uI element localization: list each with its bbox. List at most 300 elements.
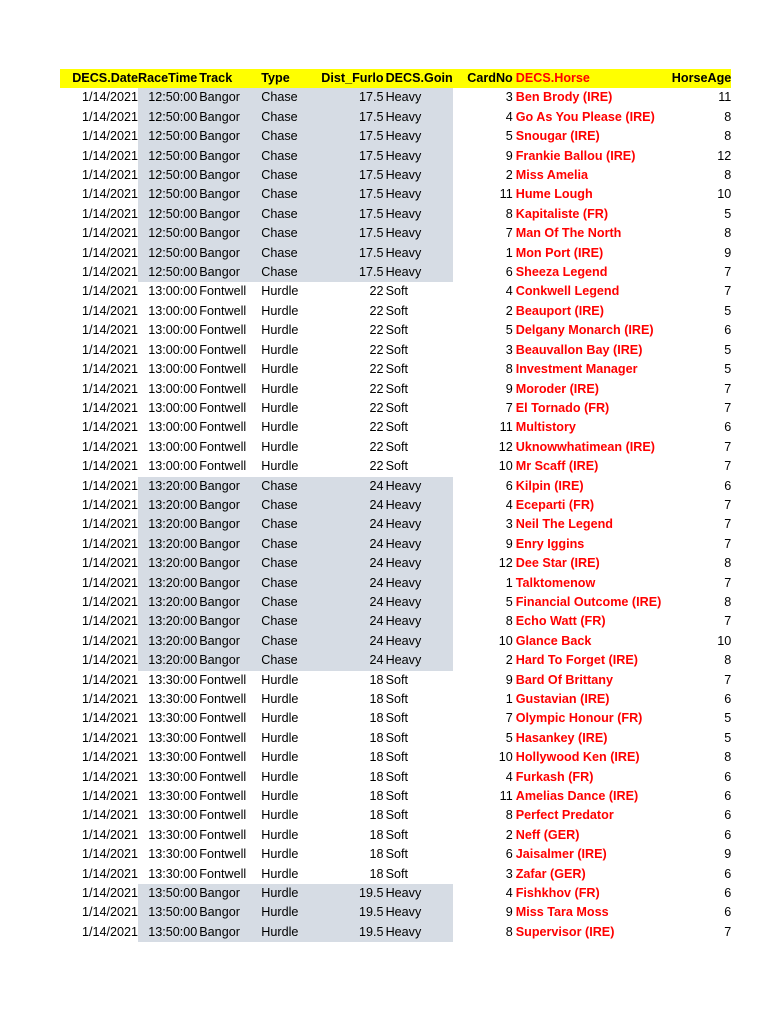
cell-racetime[interactable]: 13:50:00	[138, 884, 197, 903]
cell-distance[interactable]: 24	[321, 651, 383, 670]
cell-track[interactable]: Bangor	[197, 593, 261, 612]
cell-track[interactable]: Fontwell	[199, 342, 247, 357]
cell-horse[interactable]: Talktomenow	[515, 575, 596, 590]
cell-track[interactable]: Fontwell	[199, 439, 247, 454]
cell-card-no[interactable]: 8	[505, 614, 513, 629]
cell-track[interactable]: Bangor	[197, 263, 261, 282]
cell-date[interactable]: 1/14/2021	[81, 789, 138, 804]
cell-date[interactable]: 1/14/2021	[81, 633, 138, 648]
cell-racetime[interactable]: 13:30:00	[148, 750, 198, 765]
cell-horse[interactable]: Mon Port (IRE)	[515, 245, 604, 260]
cell-going[interactable]: Heavy	[384, 205, 453, 224]
cell-card-no[interactable]: 7	[505, 400, 513, 415]
cell-horse-age[interactable]: 6	[724, 905, 732, 920]
cell-track[interactable]: Bangor	[197, 651, 261, 670]
cell-going[interactable]: Heavy	[384, 903, 453, 922]
cell-type[interactable]: Chase	[261, 574, 321, 593]
cell-track[interactable]: Bangor	[197, 884, 261, 903]
cell-going[interactable]: Heavy	[384, 632, 453, 651]
cell-track[interactable]: Bangor	[197, 612, 261, 631]
cell-horse[interactable]: Echo Watt (FR)	[515, 614, 606, 629]
cell-going[interactable]: Soft	[385, 866, 408, 881]
cell-horse-age[interactable]: 7	[724, 575, 732, 590]
cell-card-no[interactable]: 4	[505, 769, 513, 784]
cell-going[interactable]: Heavy	[384, 185, 453, 204]
cell-track[interactable]: Bangor	[197, 903, 261, 922]
cell-type[interactable]: Hurdle	[261, 362, 299, 377]
cell-horse-age[interactable]: 8	[724, 129, 732, 144]
cell-horse-age[interactable]: 5	[724, 711, 732, 726]
cell-distance[interactable]: 22	[369, 420, 384, 435]
cell-racetime[interactable]: 13:30:00	[148, 769, 198, 784]
cell-date[interactable]: 1/14/2021	[81, 187, 138, 202]
cell-type[interactable]: Chase	[261, 127, 321, 146]
cell-racetime[interactable]: 12:50:00	[138, 147, 197, 166]
cell-horse[interactable]: Supervisor (IRE)	[515, 924, 615, 939]
cell-date[interactable]: 1/14/2021	[81, 847, 138, 862]
cell-distance[interactable]: 18	[369, 769, 384, 784]
cell-horse[interactable]: Fishkhov (FR)	[515, 886, 600, 901]
cell-card-no[interactable]: 9	[505, 381, 513, 396]
cell-date[interactable]: 1/14/2021	[81, 90, 138, 105]
cell-racetime[interactable]: 13:20:00	[138, 612, 197, 631]
cell-going[interactable]: Soft	[385, 827, 408, 842]
cell-card-no[interactable]: 11	[499, 187, 513, 202]
cell-card-no[interactable]: 5	[505, 323, 513, 338]
cell-going[interactable]: Heavy	[384, 88, 453, 107]
cell-racetime[interactable]: 13:30:00	[148, 672, 198, 687]
cell-distance[interactable]: 24	[321, 554, 383, 573]
cell-track[interactable]: Fontwell	[199, 808, 247, 823]
cell-racetime[interactable]: 13:00:00	[148, 400, 198, 415]
cell-going[interactable]: Heavy	[384, 477, 453, 496]
cell-racetime[interactable]: 13:20:00	[138, 593, 197, 612]
cell-type[interactable]: Chase	[261, 515, 321, 534]
cell-card-no[interactable]: 8	[505, 924, 513, 939]
cell-racetime[interactable]: 13:20:00	[138, 651, 197, 670]
cell-track[interactable]: Bangor	[197, 185, 261, 204]
cell-type[interactable]: Chase	[261, 477, 321, 496]
cell-date[interactable]: 1/14/2021	[81, 226, 138, 241]
cell-date[interactable]: 1/14/2021	[81, 594, 138, 609]
cell-type[interactable]: Hurdle	[261, 439, 299, 454]
cell-going[interactable]: Heavy	[384, 651, 453, 670]
cell-going[interactable]: Heavy	[384, 535, 453, 554]
cell-distance[interactable]: 18	[369, 672, 384, 687]
cell-horse[interactable]: Financial Outcome (IRE)	[515, 594, 662, 609]
cell-card-no[interactable]: 1	[505, 575, 513, 590]
cell-track[interactable]: Bangor	[197, 147, 261, 166]
header-horse[interactable]: DECS.Horse	[513, 69, 662, 88]
cell-track[interactable]: Fontwell	[199, 692, 247, 706]
cell-racetime[interactable]: 13:50:00	[138, 903, 197, 922]
cell-card-no[interactable]: 3	[505, 866, 513, 881]
cell-horse[interactable]: El Tornado (FR)	[515, 400, 610, 415]
cell-distance[interactable]: 24	[321, 612, 383, 631]
cell-date[interactable]: 1/14/2021	[81, 362, 138, 377]
cell-track[interactable]: Fontwell	[199, 827, 247, 842]
cell-track[interactable]: Fontwell	[199, 459, 247, 474]
cell-horse[interactable]: Miss Amelia	[515, 168, 589, 183]
cell-distance[interactable]: 24	[321, 574, 383, 593]
cell-date[interactable]: 1/14/2021	[81, 459, 138, 474]
cell-card-no[interactable]: 5	[505, 594, 513, 609]
cell-going[interactable]: Soft	[385, 847, 408, 862]
cell-date[interactable]: 1/14/2021	[81, 556, 138, 571]
cell-distance[interactable]: 19.5	[321, 923, 383, 942]
cell-going[interactable]: Heavy	[384, 496, 453, 515]
cell-track[interactable]: Fontwell	[199, 847, 247, 862]
cell-going[interactable]: Soft	[385, 750, 408, 765]
cell-going[interactable]: Soft	[385, 439, 408, 454]
cell-date[interactable]: 1/14/2021	[81, 692, 138, 706]
cell-racetime[interactable]: 13:20:00	[138, 554, 197, 573]
cell-type[interactable]: Chase	[261, 612, 321, 631]
cell-track[interactable]: Bangor	[197, 574, 261, 593]
cell-distance[interactable]: 18	[369, 808, 384, 823]
cell-card-no[interactable]: 8	[505, 362, 513, 377]
cell-date[interactable]: 1/14/2021	[81, 866, 138, 881]
cell-card-no[interactable]: 6	[505, 265, 513, 280]
cell-distance[interactable]: 17.5	[321, 147, 383, 166]
cell-racetime[interactable]: 13:00:00	[148, 381, 198, 396]
cell-track[interactable]: Fontwell	[199, 323, 247, 338]
cell-racetime[interactable]: 12:50:00	[138, 244, 197, 263]
cell-distance[interactable]: 18	[369, 711, 384, 726]
cell-horse[interactable]: Beauvallon Bay (IRE)	[515, 342, 643, 357]
cell-distance[interactable]: 17.5	[321, 108, 383, 127]
cell-horse-age[interactable]: 9	[724, 245, 732, 260]
cell-track[interactable]: Bangor	[197, 554, 261, 573]
cell-racetime[interactable]: 13:50:00	[138, 923, 197, 942]
cell-going[interactable]: Soft	[385, 692, 408, 706]
cell-track[interactable]: Bangor	[197, 127, 261, 146]
cell-card-no[interactable]: 8	[505, 206, 513, 221]
cell-type[interactable]: Chase	[261, 263, 321, 282]
cell-date[interactable]: 1/14/2021	[81, 517, 138, 532]
cell-horse-age[interactable]: 6	[724, 827, 732, 842]
cell-going[interactable]: Soft	[385, 808, 408, 823]
cell-type[interactable]: Chase	[261, 147, 321, 166]
cell-distance[interactable]: 17.5	[321, 127, 383, 146]
cell-date[interactable]: 1/14/2021	[81, 808, 138, 823]
cell-track[interactable]: Bangor	[197, 632, 261, 651]
cell-card-no[interactable]: 12	[498, 439, 513, 454]
cell-horse[interactable]: Miss Tara Moss	[515, 905, 609, 920]
cell-card-no[interactable]: 9	[505, 905, 513, 920]
cell-type[interactable]: Chase	[261, 535, 321, 554]
cell-type[interactable]: Chase	[261, 224, 321, 243]
cell-track[interactable]: Fontwell	[199, 866, 247, 881]
cell-horse-age[interactable]: 5	[724, 362, 732, 377]
cell-type[interactable]: Hurdle	[261, 323, 299, 338]
cell-distance[interactable]: 18	[369, 847, 384, 862]
cell-card-no[interactable]: 6	[505, 847, 513, 862]
header-type[interactable]: Type	[261, 69, 321, 88]
cell-distance[interactable]: 17.5	[321, 166, 383, 185]
cell-racetime[interactable]: 13:30:00	[148, 789, 198, 804]
cell-horse-age[interactable]: 7	[724, 497, 732, 512]
cell-card-no[interactable]: 2	[505, 827, 513, 842]
cell-type[interactable]: Chase	[261, 651, 321, 670]
cell-type[interactable]: Hurdle	[261, 381, 299, 396]
cell-date[interactable]: 1/14/2021	[81, 206, 138, 221]
cell-track[interactable]: Fontwell	[199, 284, 247, 299]
cell-going[interactable]: Soft	[385, 769, 408, 784]
cell-card-no[interactable]: 2	[505, 303, 513, 318]
cell-distance[interactable]: 24	[321, 593, 383, 612]
cell-horse[interactable]: Eceparti (FR)	[515, 497, 595, 512]
cell-type[interactable]: Hurdle	[261, 672, 299, 687]
cell-card-no[interactable]: 1	[505, 692, 513, 706]
cell-distance[interactable]: 24	[321, 515, 383, 534]
cell-type[interactable]: Hurdle	[261, 789, 299, 804]
cell-racetime[interactable]: 13:00:00	[148, 362, 198, 377]
cell-distance[interactable]: 22	[369, 342, 384, 357]
cell-horse[interactable]: Investment Manager	[515, 362, 638, 377]
cell-racetime[interactable]: 13:20:00	[138, 477, 197, 496]
cell-horse[interactable]: Glance Back	[515, 633, 592, 648]
cell-card-no[interactable]: 12	[498, 556, 513, 571]
cell-going[interactable]: Soft	[385, 711, 408, 726]
cell-track[interactable]: Bangor	[197, 477, 261, 496]
cell-type[interactable]: Chase	[261, 244, 321, 263]
cell-card-no[interactable]: 4	[505, 497, 513, 512]
cell-date[interactable]: 1/14/2021	[81, 886, 138, 901]
cell-track[interactable]: Bangor	[197, 166, 261, 185]
cell-distance[interactable]: 18	[369, 692, 384, 706]
cell-horse[interactable]: Kilpin (IRE)	[515, 478, 584, 493]
cell-horse[interactable]: Amelias Dance (IRE)	[515, 789, 639, 804]
cell-date[interactable]: 1/14/2021	[81, 730, 138, 745]
cell-horse[interactable]: Furkash (FR)	[515, 769, 594, 784]
cell-racetime[interactable]: 12:50:00	[138, 185, 197, 204]
cell-racetime[interactable]: 12:50:00	[138, 127, 197, 146]
cell-distance[interactable]: 22	[369, 303, 384, 318]
cell-card-no[interactable]: 7	[505, 226, 513, 241]
cell-distance[interactable]: 17.5	[321, 88, 383, 107]
cell-date[interactable]: 1/14/2021	[81, 536, 138, 551]
cell-date[interactable]: 1/14/2021	[81, 905, 138, 920]
cell-going[interactable]: Heavy	[384, 127, 453, 146]
header-racetime[interactable]: RaceTime	[138, 69, 197, 88]
cell-going[interactable]: Heavy	[384, 884, 453, 903]
header-track[interactable]: Track	[197, 69, 261, 88]
cell-horse-age[interactable]: 5	[724, 342, 732, 357]
cell-horse-age[interactable]: 6	[724, 866, 732, 881]
cell-card-no[interactable]: 2	[505, 653, 513, 668]
cell-card-no[interactable]: 5	[505, 129, 513, 144]
cell-card-no[interactable]: 11	[499, 420, 513, 435]
cell-racetime[interactable]: 13:00:00	[148, 420, 198, 435]
cell-date[interactable]: 1/14/2021	[81, 303, 138, 318]
cell-distance[interactable]: 22	[369, 459, 384, 474]
cell-going[interactable]: Soft	[385, 381, 408, 396]
cell-horse-age[interactable]: 8	[724, 168, 732, 183]
cell-horse-age[interactable]: 8	[724, 556, 732, 571]
cell-horse[interactable]: Kapitaliste (FR)	[515, 206, 609, 221]
header-horse-age[interactable]: HorseAge	[661, 69, 731, 88]
cell-horse[interactable]: Delgany Monarch (IRE)	[515, 323, 654, 338]
cell-going[interactable]: Soft	[385, 400, 408, 415]
cell-horse-age[interactable]: 6	[724, 808, 732, 823]
cell-distance[interactable]: 24	[321, 535, 383, 554]
cell-card-no[interactable]: 2	[505, 168, 513, 183]
cell-horse[interactable]: Dee Star (IRE)	[515, 556, 600, 571]
cell-horse[interactable]: Perfect Predator	[515, 808, 614, 823]
cell-date[interactable]: 1/14/2021	[81, 750, 138, 765]
cell-date[interactable]: 1/14/2021	[81, 478, 138, 493]
cell-date[interactable]: 1/14/2021	[81, 342, 138, 357]
cell-card-no[interactable]: 4	[505, 109, 513, 124]
cell-horse-age[interactable]: 7	[724, 265, 732, 280]
cell-card-no[interactable]: 10	[498, 750, 513, 765]
cell-date[interactable]: 1/14/2021	[81, 924, 138, 939]
cell-horse-age[interactable]: 6	[724, 420, 732, 435]
cell-type[interactable]: Chase	[261, 88, 321, 107]
cell-horse[interactable]: Hard To Forget (IRE)	[515, 653, 638, 668]
cell-track[interactable]: Fontwell	[199, 769, 247, 784]
cell-type[interactable]: Hurdle	[261, 808, 299, 823]
cell-going[interactable]: Soft	[385, 730, 408, 745]
cell-date[interactable]: 1/14/2021	[81, 245, 138, 260]
cell-horse-age[interactable]: 10	[717, 187, 732, 202]
cell-card-no[interactable]: 11	[499, 789, 513, 804]
cell-horse[interactable]: Go As You Please (IRE)	[515, 109, 655, 124]
cell-horse-age[interactable]: 8	[724, 109, 732, 124]
cell-racetime[interactable]: 12:50:00	[138, 205, 197, 224]
cell-horse-age[interactable]: 7	[724, 439, 732, 454]
cell-date[interactable]: 1/14/2021	[81, 284, 138, 299]
cell-type[interactable]: Hurdle	[261, 459, 299, 474]
cell-racetime[interactable]: 12:50:00	[138, 88, 197, 107]
header-going[interactable]: DECS.Goin	[384, 69, 453, 88]
cell-racetime[interactable]: 13:30:00	[148, 866, 198, 881]
cell-track[interactable]: Fontwell	[199, 730, 247, 745]
header-date[interactable]: DECS.Date	[60, 69, 138, 88]
cell-track[interactable]: Bangor	[197, 535, 261, 554]
cell-horse[interactable]: Mr Scaff (IRE)	[515, 459, 599, 474]
cell-distance[interactable]: 18	[369, 750, 384, 765]
cell-distance[interactable]: 24	[321, 632, 383, 651]
cell-distance[interactable]: 17.5	[321, 244, 383, 263]
cell-going[interactable]: Heavy	[384, 108, 453, 127]
cell-horse[interactable]: Gustavian (IRE)	[515, 692, 610, 706]
cell-card-no[interactable]: 6	[505, 478, 513, 493]
cell-card-no[interactable]: 4	[505, 886, 513, 901]
cell-horse-age[interactable]: 6	[724, 323, 732, 338]
cell-card-no[interactable]: 8	[505, 808, 513, 823]
cell-horse[interactable]: Ben Brody (IRE)	[515, 90, 613, 105]
cell-racetime[interactable]: 13:30:00	[148, 730, 198, 745]
cell-type[interactable]: Hurdle	[261, 847, 299, 862]
cell-card-no[interactable]: 3	[505, 90, 513, 105]
cell-racetime[interactable]: 12:50:00	[138, 263, 197, 282]
cell-going[interactable]: Heavy	[384, 593, 453, 612]
cell-distance[interactable]: 17.5	[321, 185, 383, 204]
cell-date[interactable]: 1/14/2021	[81, 653, 138, 668]
cell-track[interactable]: Bangor	[197, 515, 261, 534]
cell-date[interactable]: 1/14/2021	[81, 323, 138, 338]
cell-horse[interactable]: Moroder (IRE)	[515, 381, 599, 396]
cell-track[interactable]: Bangor	[197, 244, 261, 263]
cell-going[interactable]: Heavy	[384, 574, 453, 593]
cell-distance[interactable]: 22	[369, 362, 384, 377]
cell-going[interactable]: Soft	[385, 420, 408, 435]
cell-going[interactable]: Soft	[385, 459, 408, 474]
cell-distance[interactable]: 17.5	[321, 205, 383, 224]
cell-track[interactable]: Bangor	[197, 923, 261, 942]
cell-date[interactable]: 1/14/2021	[81, 672, 138, 687]
cell-type[interactable]: Chase	[261, 593, 321, 612]
cell-distance[interactable]: 22	[369, 439, 384, 454]
header-distance[interactable]: Dist_Furlo	[321, 69, 383, 88]
cell-horse[interactable]: Multistory	[515, 420, 576, 435]
cell-date[interactable]: 1/14/2021	[81, 168, 138, 183]
cell-type[interactable]: Hurdle	[261, 342, 299, 357]
cell-horse-age[interactable]: 7	[724, 614, 732, 629]
cell-type[interactable]: Hurdle	[261, 711, 299, 726]
cell-horse-age[interactable]: 5	[724, 730, 732, 745]
cell-card-no[interactable]: 9	[505, 672, 513, 687]
cell-track[interactable]: Fontwell	[199, 789, 247, 804]
cell-going[interactable]: Soft	[385, 672, 408, 687]
cell-going[interactable]: Heavy	[384, 515, 453, 534]
cell-horse-age[interactable]: 7	[724, 536, 732, 551]
cell-racetime[interactable]: 13:30:00	[148, 827, 198, 842]
cell-track[interactable]: Fontwell	[199, 711, 247, 726]
cell-track[interactable]: Bangor	[197, 496, 261, 515]
cell-going[interactable]: Heavy	[384, 554, 453, 573]
cell-date[interactable]: 1/14/2021	[81, 769, 138, 784]
cell-horse-age[interactable]: 8	[724, 594, 732, 609]
cell-racetime[interactable]: 13:00:00	[148, 342, 198, 357]
cell-going[interactable]: Heavy	[384, 224, 453, 243]
cell-track[interactable]: Bangor	[197, 88, 261, 107]
cell-type[interactable]: Chase	[261, 554, 321, 573]
cell-type[interactable]: Chase	[261, 496, 321, 515]
cell-horse-age[interactable]: 5	[724, 206, 732, 221]
cell-horse[interactable]: Neil The Legend	[515, 517, 613, 532]
cell-horse[interactable]: Bard Of Brittany	[515, 672, 613, 687]
cell-horse[interactable]: Hasankey (IRE)	[515, 730, 608, 745]
cell-type[interactable]: Hurdle	[261, 769, 299, 784]
cell-track[interactable]: Fontwell	[199, 420, 247, 435]
cell-horse[interactable]: Frankie Ballou (IRE)	[515, 148, 636, 163]
cell-distance[interactable]: 18	[369, 789, 384, 804]
cell-track[interactable]: Fontwell	[199, 400, 247, 415]
cell-horse-age[interactable]: 7	[724, 284, 732, 299]
cell-going[interactable]: Soft	[385, 284, 408, 299]
cell-horse[interactable]: Jaisalmer (IRE)	[515, 847, 607, 862]
cell-card-no[interactable]: 1	[505, 245, 513, 260]
cell-horse-age[interactable]: 6	[724, 886, 732, 901]
cell-horse-age[interactable]: 7	[724, 381, 732, 396]
cell-horse-age[interactable]: 9	[724, 847, 732, 862]
cell-distance[interactable]: 24	[321, 496, 383, 515]
cell-going[interactable]: Heavy	[384, 923, 453, 942]
cell-date[interactable]: 1/14/2021	[81, 827, 138, 842]
cell-distance[interactable]: 22	[369, 323, 384, 338]
cell-type[interactable]: Hurdle	[261, 692, 299, 706]
cell-type[interactable]: Chase	[261, 108, 321, 127]
cell-horse-age[interactable]: 12	[717, 148, 732, 163]
cell-horse-age[interactable]: 10	[717, 633, 732, 648]
cell-horse[interactable]: Sheeza Legend	[515, 265, 608, 280]
cell-date[interactable]: 1/14/2021	[81, 148, 138, 163]
cell-horse-age[interactable]: 8	[724, 653, 732, 668]
cell-track[interactable]: Bangor	[197, 205, 261, 224]
